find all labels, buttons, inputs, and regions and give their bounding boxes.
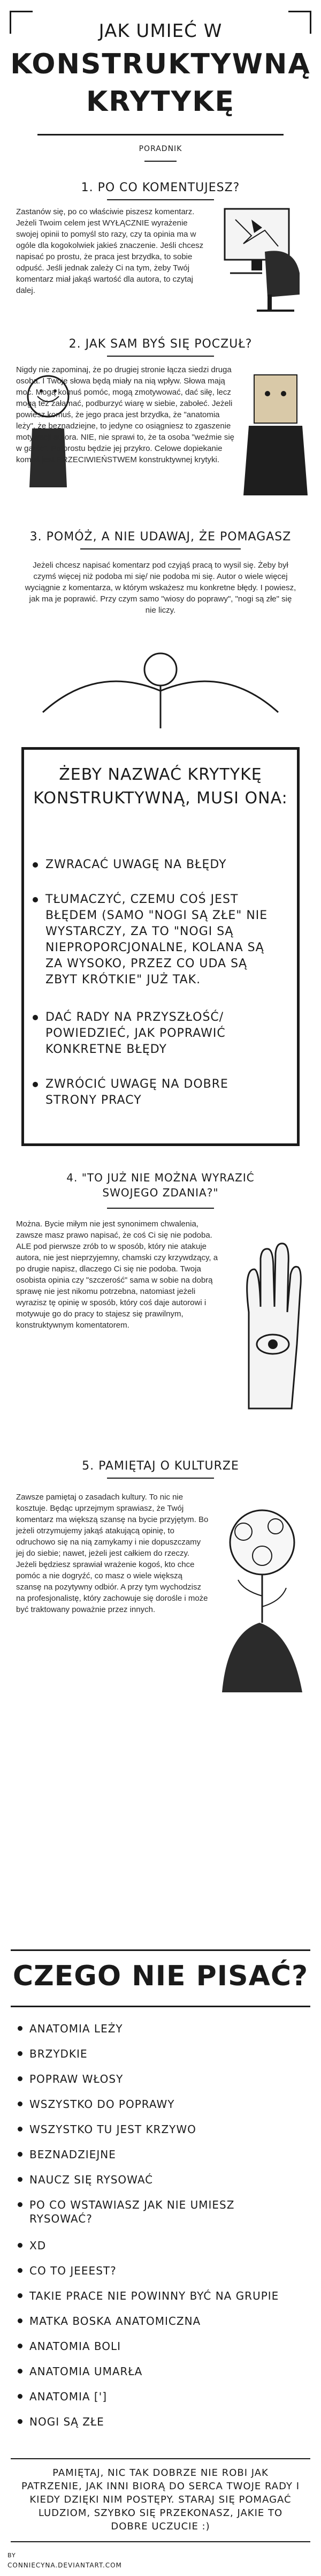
bullet-icon [18,2419,22,2424]
bullet-icon [18,2127,22,2131]
dont-item [29,2148,297,2161]
blooming-flowers-illustration-icon [211,1500,313,1692]
bullet-icon [18,2394,22,2399]
bullet-icon [18,2268,22,2273]
bullet-icon [18,2243,22,2248]
title-line-3: KRYTYKĘ [86,86,235,118]
dont-item [29,2173,297,2187]
dont-item-text: BEZNADZIEJNE [29,2148,116,2161]
bullet-icon [18,2026,22,2031]
dont-item [29,2339,297,2353]
donts-rule-top [11,1949,310,1951]
dont-item-text: TAKIE PRACE NIE POWINNY BYĆ NA GRUPIE [29,2289,279,2302]
must-item-text: ZWRÓCIĆ UWAGĘ NA DOBRE STRONY PRACY [45,1078,228,1107]
dont-item-text: ANATOMIA LEŻY [29,2022,123,2035]
dont-item [29,2314,297,2328]
dont-item [29,2364,297,2378]
subtitle: PORADNIK [139,145,182,153]
raised-hand-eye-illustration-icon [227,1237,313,1414]
title-line-1: JAK UMIEĆ W [98,20,223,42]
section-1-body: Zastanów się, po co właściwie piszesz komentarz. Jeżeli Twoim celem jest WYŁĄCZNIE wyrażenie swojej opinii to pomyśl sto razy, czy ta opinia ma w ogóle dla kogokolwiek jakieś znaczenie. Jeśli chcesz napisać po prostu, że praca jest brzydka, to sobie odpuść. Jeśli jednak zależy Ci na tym, żeby Twój komentarz miał jakąś wartość dla autora, to czytaj dalej. [16,207,204,295]
bullet-icon [18,2177,22,2182]
dont-item-text: ANATOMIA BOLI [29,2340,121,2353]
dont-item [29,2415,297,2429]
dont-item [29,2239,297,2253]
header [0,0,321,193]
dont-item-text: CO TO JEEEST? [29,2264,117,2277]
credits-by: BY [7,2552,16,2559]
section-1-title: 1. PO CO KOMENTUJESZ? [81,181,240,194]
section-5-rule [107,1478,214,1479]
bullet-icon [33,897,38,902]
dont-item [29,2022,297,2036]
dont-item-text: ANATOMIA ['] [29,2390,108,2403]
bullet-icon [18,2202,22,2207]
must-item-text: TŁUMACZYĆ, CZEMU COŚ JEST BŁĘDEM (SAMO "NOGI SĄ ZŁE" NIE WYSTARCZY, ZA TO "NOGI SĄ NIEPROPORCJONALNE, KOLANA SĄ ZA WYSOKO, PRZEZ CO UDA SĄ ZBYT KRÓTKIE" JUŻ TAK. [45,893,268,986]
section-2-body: Nigdy nie zapominaj, że po drugiej stronie łącza siedzi druga osoba. I Twoje słowa będą miały na nią wpływ. Słowa mają moc. Mogą komuś pomóc, mogą zmotywować, dać siłę, lecz mogą też załamać, podburzyć wiarę w siebie, zabołeć. Jeżeli powiesz komuś, że jego praca jest brzydka, że "anatomia leży", że beznadziejne, to jedyne co osiągniesz to zgaszenie motywacji autora. NIE, nie sprawi to, że ta osoba "weźmie się w garść". Po prostu będzie jej przykro. Celowe dopiekanie komuś jest PRZECIWIEŃSTWEM konstruktywnej krytyki. [16,365,234,464]
section-1-rule [107,199,214,200]
dont-item-text: PO CO WSTAWIASZ JAK NIE UMIESZ RYSOWAĆ? [29,2198,235,2225]
subtitle-underline [144,161,177,162]
donts-rule-bottom [11,2006,310,2007]
dont-item [29,2047,297,2061]
section-4-body: Można. Bycie miłym nie jest synonimem chwalenia, zawsze masz prawo napisać, że coś Ci się nie podoba. ALE pod pierwsze zrób to w sposób, który nie atakuje autora, nie jest nieprzyjemny, chamski czy krzywdzący, a po drugie napisz, dlaczego Ci się nie podoba. Twoja osobista opinia czy "szczerość" sama w sobie na dobrą sprawę nie jest nikomu potrzebna, natomiast jeżeli wyrazisz tę opinię w sposób, który coś daje autorowi i motywuje go do pracy to stajesz się prawilnym, konstruktywnym komentatorem. [16,1219,218,1330]
must-item-text: ZWRACAĆ UWAGĘ NA BŁĘDY [45,858,227,871]
dont-item-text: ANATOMIA UMARŁA [29,2365,143,2378]
section-4-rule [107,1208,214,1209]
bullet-icon [18,2344,22,2348]
title-line-2: KONSTRUKTYWNĄ [10,48,311,80]
dont-item-text: MATKA BOSKA ANATOMICZNA [29,2315,201,2328]
closing-rule-bottom [11,2541,310,2542]
computer-chair-illustration-icon [214,204,310,316]
bullet-icon [33,1015,38,1020]
dont-item [29,2198,297,2226]
section-5-title: 5. PAMIĘTAJ O KULTURZE [82,1459,239,1473]
must-item [45,857,281,873]
bullet-icon [18,2076,22,2081]
dont-item-text: POPRAW WŁOSY [29,2073,124,2085]
must-criteria-box [21,747,300,1146]
must-item-text: DAĆ RADY NA PRZYSZŁOŚĆ/ POWIEDZIEĆ, JAK POPRAWIĆ KONKRETNE BŁĘDY [45,1011,226,1056]
closing-rule-top [11,2458,310,2459]
dont-item-text: WSZYSTKO TU JEST KRZYWO [29,2123,196,2136]
dont-item-text: BRZYDKIE [29,2047,88,2060]
section-4-title: 4. "TO JUŻ NIE MOŻNA WYRAZIĆ SWOJEGO ZDANIA?" [66,1171,255,1199]
helping-hands-illustration-icon [32,632,289,734]
bullet-icon [18,2318,22,2323]
bullet-icon [18,2152,22,2157]
donts-title: CZEGO NIE PISAĆ? [12,1960,309,1992]
section-2-title: 2. JAK SAM BYŚ SIĘ POCZUŁ? [68,337,253,351]
dont-item-text: NOGI SĄ ZŁE [29,2415,104,2428]
section-3-body: Jeżeli chcesz napisać komentarz pod czyjąś pracą to wysil się. Żeby był czymś więcej niż podoba mi się/ nie podoba mi się. Autor o wiele więcej wyciągnie z komentarza, w którym wskażesz mu konkretne błędy. I powiesz, jak ma je poprawić. Przy czym samo "wiosy do poprawy", "nogi są złe" się nie liczy. [25,561,296,615]
must-item [45,892,281,988]
closing-message: PAMIĘTAJ, NIC TAK DOBRZE NIE ROBI JAK PATRZENIE, JAK INNI BIORĄ DO SERCA TWOJE RADY I KIEDY DZIĘKI NIM POSTĘPY. STARAJ SIĘ POMAGAĆ LUDZIOM, SZYBKO SIĘ PRZEKONASZ, JAKIE TO DOBRE UCZUCIE :) [21,2467,300,2532]
bullet-icon [18,2369,22,2374]
must-item [45,1010,281,1058]
dont-item [29,2390,297,2404]
header-divider [37,134,284,135]
dont-item [29,2264,297,2278]
bag-head-figure-icon [241,370,310,498]
dont-item [29,2289,297,2303]
dont-item [29,2097,297,2111]
dont-item [29,2122,297,2136]
must-box-title: ŻEBY NAZWAĆ KRYTYKĘ KONSTRUKTYWNĄ, MUSI ONA: [33,765,288,808]
dont-item-text: XD [29,2239,47,2252]
bullet-icon [18,2102,22,2106]
section-5-body: Zawsze pamiętaj o zasadach kultury. To nic nie kosztuje. Będąc uprzejmym sprawiasz, że Twój komentarz ma większą szansę na bycie przyjętym. Bo jeżeli otrzymujemy jakąś atakującą opinię, to odruchowo się na nią zamykamy i nie dopuszczamy jej do siebie; nawet, jeżeli jest całkiem do rzeczy. Jeżeli będziesz sprawiał wrażenie kogoś, kto chce pomóc a nie dogryźć, co masz o wiele większą szansę na pozytywny odbiór. A przy tym wychodzisz na profesjonalistę, który zachowuje się dorośle i może być traktowany poważnie przez innych. [16,1493,209,1614]
bullet-icon [33,1082,38,1087]
dont-item-text: WSZYSTKO DO POPRAWY [29,2098,175,2111]
dont-item [29,2072,297,2086]
section-3-rule [80,548,241,549]
must-item [45,1076,281,1109]
section-3-title: 3. POMÓŻ, A NIE UDAWAJ, ŻE POMAGASZ [29,530,292,544]
bullet-icon [33,862,38,868]
credits-author: CONNIECYNA.DEVIANTART.COM [7,2562,122,2569]
bullet-icon [18,2051,22,2056]
bullet-icon [18,2293,22,2298]
dont-item-text: NAUCZ SIĘ RYSOWAĆ [29,2173,154,2186]
section-2-rule [107,356,214,357]
